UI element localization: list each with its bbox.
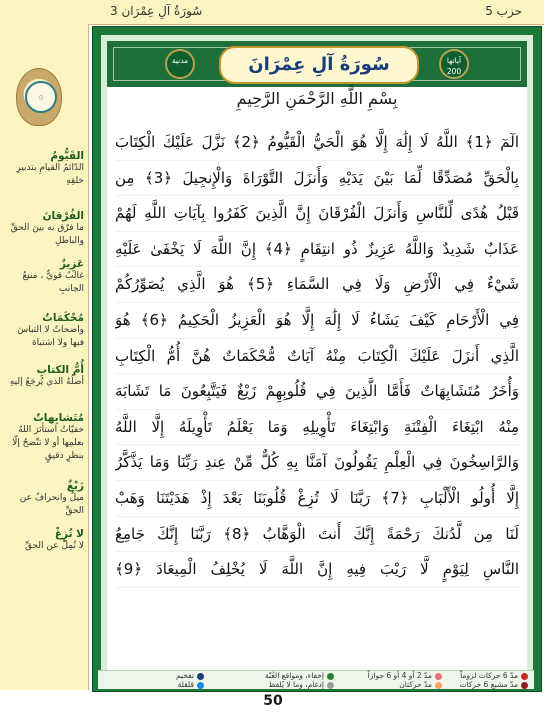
legend-item — [399, 680, 442, 689]
verse-line: فِي الْأَرْحَامِ كَيْفَ يَشَاءُ لَا إِلَٰهَ إِلَّا هُوَ الْعَزِيزُ الْحَكِيمُ ﴿6﴾ هُوَ — [115, 303, 519, 339]
glossary-term: أُمُّ الكتابِ — [36, 364, 84, 376]
legend-color-dot — [197, 673, 204, 680]
legend-item — [368, 671, 442, 680]
verse-line: بِالْحَقِّ مُصَدِّقًا لِّمَا بَيْنَ يَدَيْهِ وَأَنزَلَ التَّوْرَاةَ وَالْإِنجِيلَ ﴿3﴾ مِن — [115, 161, 519, 197]
legend-color-dot — [327, 682, 334, 689]
glossary-entry — [6, 210, 84, 248]
glossary-definition: ميلٌ وانحرافٌ عن الحقِّ — [19, 493, 84, 516]
glossary-definition: ما فرّق به بينَ الحقِّ والباطلِ — [10, 223, 84, 246]
legend-label: مدّ 6 حركات لزوماً — [460, 671, 518, 680]
surah-title: سُورَةُ آلِ عِمْرَانَ — [219, 46, 419, 84]
quran-text-area — [107, 41, 527, 677]
legend-color-dot — [521, 682, 528, 689]
verse-line: الَّذِي أَنزَلَ عَلَيْكَ الْكِتَابَ مِنْهُ آيَاتٌ مُّحْكَمَاتٌ هُنَّ أُمُّ الْكِتَابِ — [115, 339, 519, 375]
basmala: بِسْمِ اللَّهِ الرَّحْمَنِ الرَّحِيمِ — [236, 89, 398, 108]
glossary-term: القَيُّومُ — [50, 150, 84, 162]
surah-header-label: سُورَةُ آلِ عِمْرَان 3 — [110, 4, 203, 18]
glossary-definition: لا تُمِلْ عن الحقِّ — [24, 541, 84, 551]
legend-label: إخفاء، ومواقع الغُنّة — [265, 671, 324, 680]
glossary-term: مُحْكَمَاتٌ — [42, 312, 84, 324]
verse-line: عَذَابٌ شَدِيدٌ وَاللَّهُ عَزِيزٌ ذُو انتِقَامٍ ﴿4﴾ إِنَّ اللَّهَ لَا يَخْفَىٰ عَلَيْهِ — [115, 232, 519, 268]
glossary-term: الفُرْقانَ — [42, 210, 84, 222]
glossary-term: عَزِيزٌ — [59, 258, 84, 270]
legend-label: تفخيم — [176, 671, 194, 680]
legend-item — [268, 680, 334, 689]
legend-item — [176, 671, 204, 680]
legend-item — [459, 680, 528, 689]
legend-color-dot — [435, 682, 442, 689]
surah-title-band — [107, 41, 527, 87]
ayah-count-badge: آياتها 200 — [439, 49, 469, 79]
glossary-definition: غالبٌ قويٌّ ، منيعُ الجانبِ — [22, 271, 84, 294]
legend-label: مدّ مشبع 6 حركات — [459, 680, 518, 689]
glossary-term: زَيْغٌ — [66, 480, 84, 492]
legend-item — [460, 671, 528, 680]
glossary-entry — [6, 480, 84, 518]
glossary-definition: أصلُهُ الذي يُرجَعُ إليهِ — [9, 377, 84, 387]
glossary-definition: خفيّاتٌ استأثرَ اللهُ بعلمِها أو لا تتّضحُ إلّا بنظرٍ دقيقٍ — [12, 425, 84, 461]
tafsir-margin — [0, 0, 89, 690]
verse-line: النَّاسِ لِيَوْمٍ لَّا رَيْبَ فِيهِ إِنَّ اللَّهَ لَا يُخْلِفُ الْمِيعَادَ ﴿9﴾ — [115, 552, 519, 588]
glossary-entry — [6, 528, 84, 553]
hizb-label: حزب 5 — [485, 4, 522, 18]
verse-line: وَالرَّاسِخُونَ فِي الْعِلْمِ يَقُولُونَ آمَنَّا بِهِ كُلٌّ مِّنْ عِندِ رَبِّنَا وَمَا يَذَّكَّرُ — [115, 445, 519, 481]
legend-label: إدغام، وما لا يُلفظ — [268, 680, 324, 689]
verse-line: وَأُخَرُ مُتَشَابِهَاتٌ فَأَمَّا الَّذِينَ فِي قُلُوبِهِمْ زَيْغٌ فَيَتَّبِعُونَ مَا تَشَابَهَ — [115, 374, 519, 410]
legend-label: قلقلة — [177, 680, 194, 689]
glossary-definition: الدّائمُ القيامِ بتدبيرِ خلقِهِ — [16, 163, 84, 186]
legend-color-dot — [197, 682, 204, 689]
ornamental-frame — [92, 26, 542, 692]
revelation-badge: مدنية — [165, 49, 195, 79]
legend-color-dot — [327, 673, 334, 680]
glossary-entry — [6, 412, 84, 463]
verse-line: الٓمٓ ﴿1﴾ اللَّهُ لَا إِلَٰهَ إِلَّا هُوَ الْحَيُّ الْقَيُّومُ ﴿2﴾ نَزَّلَ عَلَيْكَ الْكِتَابَ — [115, 125, 519, 161]
legend-color-dot — [521, 673, 528, 680]
verse-line: شَيْءٌ فِي الْأَرْضِ وَلَا فِي السَّمَاءِ ﴿5﴾ هُوَ الَّذِي يُصَوِّرُكُمْ — [115, 267, 519, 303]
glossary-definition: واضحاتٌ لا التباسَ فيها ولا اشتباهَ — [17, 325, 84, 348]
frame-inner-border — [101, 35, 533, 683]
page-header — [88, 0, 544, 25]
verse-line: لَنَا مِن لَّدُنكَ رَحْمَةً إِنَّكَ أَنتَ الْوَهَّابُ ﴿8﴾ رَبَّنَا إِنَّكَ جَامِعُ — [115, 517, 519, 553]
glossary-entry — [6, 150, 84, 188]
glossary-entry — [6, 312, 84, 350]
medallion-emblem: ۞ — [25, 81, 57, 113]
glossary-term: لا تُزِغْ — [54, 528, 84, 540]
glossary-term: مُتَشابِهاتٌ — [33, 412, 84, 424]
legend-item — [265, 671, 334, 680]
legend-label: مدّ حركتان — [399, 680, 432, 689]
verse-line: إِلَّا أُولُو الْأَلْبَابِ ﴿7﴾ رَبَّنَا لَا تُزِغْ قُلُوبَنَا بَعْدَ إِذْ هَدَيْتَنَا وَهَبْ — [115, 481, 519, 517]
verse-line: قَبْلُ هُدًى لِّلنَّاسِ وَأَنزَلَ الْفُرْقَانَ إِنَّ الَّذِينَ كَفَرُوا بِآيَاتِ اللَّهِ لَهُمْ — [115, 196, 519, 232]
tajweed-legend — [98, 670, 534, 689]
page-number: 50 — [263, 693, 283, 709]
legend-color-dot — [435, 673, 442, 680]
verse-lines — [115, 125, 519, 588]
legend-label: مدّ 2 أو 4 أو 6 جوازاً — [367, 671, 432, 680]
legend-item — [178, 680, 204, 689]
surah-medallion — [16, 68, 62, 126]
verse-line: مِنْهُ ابْتِغَاءَ الْفِتْنَةِ وَابْتِغَاءَ تَأْوِيلِهِ وَمَا يَعْلَمُ تَأْوِيلَهُ إِلَّا اللَّهُ — [115, 410, 519, 446]
glossary-entry — [6, 258, 84, 296]
glossary-entry — [6, 364, 84, 389]
